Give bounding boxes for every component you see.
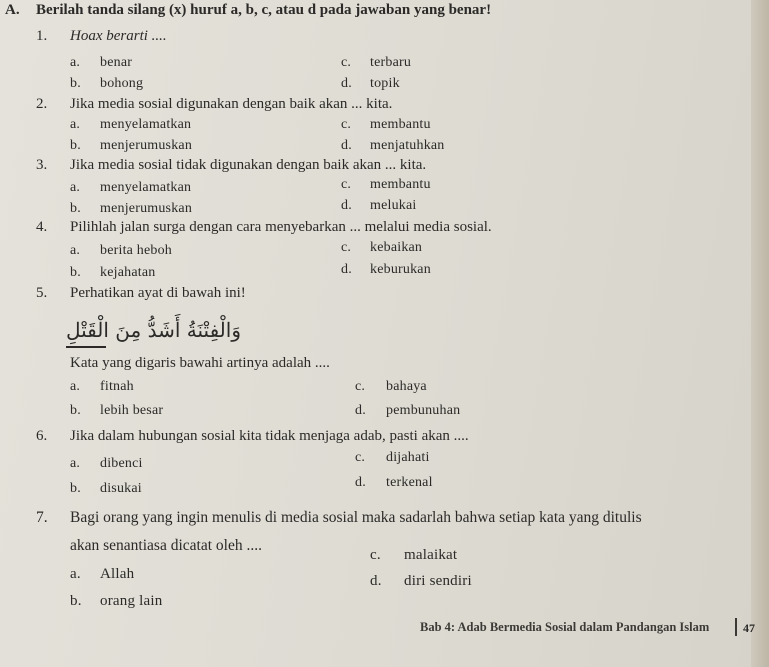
- q5-b-label: b.: [70, 403, 81, 418]
- q3-a-option[interactable]: menyelamatkan: [100, 180, 192, 195]
- q4-c-label: c.: [341, 240, 352, 255]
- section-instruction: Berilah tanda silang (x) huruf a, b, c, atau d pada jawaban yang benar!: [36, 2, 492, 18]
- q2-a-label: a.: [70, 117, 81, 132]
- q6-d-option[interactable]: terkenal: [386, 475, 433, 490]
- q6-a-option[interactable]: dibenci: [100, 456, 143, 471]
- q5-number: 5.: [36, 285, 48, 301]
- q2-number: 2.: [36, 96, 48, 112]
- q1-c-option[interactable]: terbaru: [370, 55, 412, 70]
- q3-c-option[interactable]: membantu: [370, 177, 431, 192]
- q3-d-label: d.: [341, 198, 352, 213]
- page-edge: [751, 0, 769, 667]
- q6-a-label: a.: [70, 456, 81, 471]
- section-letter: A.: [5, 2, 20, 18]
- q2-a-option[interactable]: menyelamatkan: [100, 117, 192, 132]
- q3-text: Jika media sosial tidak digunakan dengan baik akan ... kita.: [70, 157, 427, 173]
- q2-d-option[interactable]: menjatuhkan: [370, 138, 445, 153]
- q7-a-label: a.: [70, 566, 81, 582]
- q1-d-option[interactable]: topik: [370, 76, 400, 91]
- q3-b-option[interactable]: menjerumuskan: [100, 201, 193, 216]
- q5-c-label: c.: [355, 379, 366, 394]
- q3-d-option[interactable]: melukai: [370, 198, 417, 213]
- q1-a-option[interactable]: benar: [100, 55, 133, 70]
- q2-c-label: c.: [341, 117, 352, 132]
- q5-b-option[interactable]: lebih besar: [100, 403, 164, 418]
- q1-b-label: b.: [70, 76, 81, 91]
- q4-d-option[interactable]: keburukan: [370, 262, 431, 277]
- q1-number: 1.: [36, 28, 48, 44]
- q7-number: 7.: [36, 509, 48, 526]
- q4-text: Pilihlah jalan surga dengan cara menyebarkan ... melalui media sosial.: [70, 219, 492, 235]
- q1-d-label: d.: [341, 76, 352, 91]
- q6-text: Jika dalam hubungan sosial kita tidak menjaga adab, pasti akan ....: [70, 428, 469, 444]
- q7-c-label: c.: [370, 547, 381, 563]
- chapter-footer: Bab 4: Adab Bermedia Sosial dalam Pandangan Islam: [420, 620, 710, 634]
- q4-a-label: a.: [70, 243, 81, 258]
- q6-b-label: b.: [70, 481, 81, 496]
- q4-d-label: d.: [341, 262, 352, 277]
- q5-subtext: Kata yang digaris bawahi artinya adalah ....: [70, 355, 330, 371]
- q3-number: 3.: [36, 157, 48, 173]
- q1-text: Hoax berarti ....: [70, 28, 167, 44]
- q1-b-option[interactable]: bohong: [100, 76, 144, 91]
- q6-c-label: c.: [355, 450, 366, 465]
- q6-c-option[interactable]: dijahati: [386, 450, 430, 465]
- q4-number: 4.: [36, 219, 48, 235]
- q7-a-option[interactable]: Allah: [100, 566, 135, 582]
- q3-c-label: c.: [341, 177, 352, 192]
- q7-text: Bagi orang yang ingin menulis di media sosial maka sadarlah bahwa setiap kata yang ditulis: [70, 509, 642, 526]
- q5-c-option[interactable]: bahaya: [386, 379, 427, 394]
- q1-c-label: c.: [341, 55, 352, 70]
- q5-a-option[interactable]: fitnah: [100, 379, 134, 394]
- q2-text: Jika media sosial digunakan dengan baik akan ... kita.: [70, 96, 393, 112]
- q7-c-option[interactable]: malaikat: [404, 547, 458, 563]
- q4-a-option[interactable]: berita heboh: [100, 243, 172, 258]
- q7-text-continued: akan senantiasa dicatat oleh ....: [70, 537, 262, 554]
- q2-d-label: d.: [341, 138, 352, 153]
- page-number: 47: [743, 621, 755, 635]
- q6-d-label: d.: [355, 475, 366, 490]
- q7-d-option[interactable]: diri sendiri: [404, 573, 472, 589]
- q5-d-label: d.: [355, 403, 366, 418]
- q4-b-option[interactable]: kejahatan: [100, 265, 156, 280]
- q3-b-label: b.: [70, 201, 81, 216]
- arabic-verse: وَالْفِتْنَةُ أَشَدُّ مِنَ الْقَتْلِ: [66, 318, 241, 342]
- q3-a-label: a.: [70, 180, 81, 195]
- q2-c-option[interactable]: membantu: [370, 117, 431, 132]
- q5-d-option[interactable]: pembunuhan: [386, 403, 461, 418]
- q4-c-option[interactable]: kebaikan: [370, 240, 423, 255]
- q4-b-label: b.: [70, 265, 81, 280]
- q6-b-option[interactable]: disukai: [100, 481, 142, 496]
- q7-b-option[interactable]: orang lain: [100, 593, 163, 609]
- verse-underline: [66, 346, 106, 348]
- q2-b-option[interactable]: menjerumuskan: [100, 138, 193, 153]
- q1-a-label: a.: [70, 55, 81, 70]
- footer-divider: [735, 618, 737, 636]
- q7-b-label: b.: [70, 593, 82, 609]
- q5-a-label: a.: [70, 379, 81, 394]
- q7-d-label: d.: [370, 573, 382, 589]
- q5-text: Perhatikan ayat di bawah ini!: [70, 285, 246, 301]
- q2-b-label: b.: [70, 138, 81, 153]
- q6-number: 6.: [36, 428, 48, 444]
